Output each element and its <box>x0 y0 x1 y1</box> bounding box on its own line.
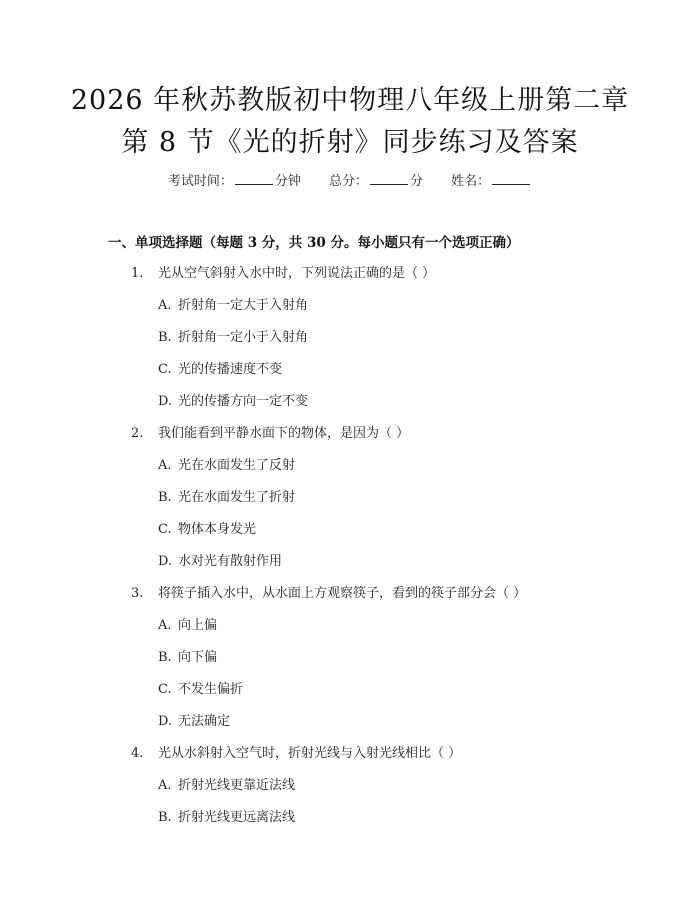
option-letter: A. <box>158 298 172 313</box>
exam-info-line <box>0 170 700 189</box>
question-3-option-a <box>158 614 217 633</box>
question-number: 1. <box>131 266 144 281</box>
exam-time-blank <box>235 172 273 185</box>
option-letter: A. <box>158 458 172 473</box>
option-letter: C. <box>158 682 172 697</box>
question-4-option-b <box>158 806 295 825</box>
student-name-blank <box>492 172 530 185</box>
question-3-option-b <box>158 646 217 665</box>
option-letter: A. <box>158 618 172 633</box>
question-2-option-a <box>158 454 295 473</box>
question-1-option-d <box>158 390 308 409</box>
question-2 <box>131 422 409 441</box>
exam-time-field <box>168 174 305 189</box>
exam-time-unit: 分钟 <box>274 174 301 189</box>
question-number: 2. <box>131 426 144 441</box>
option-text: 向上偏 <box>178 618 218 633</box>
option-text: 物体本身发光 <box>178 522 257 537</box>
option-text: 不发生偏折 <box>178 682 244 697</box>
option-letter: D. <box>158 714 173 729</box>
student-name-label: 姓名： <box>451 174 491 189</box>
question-3 <box>131 582 526 601</box>
question-4 <box>131 742 461 761</box>
question-4-option-a <box>158 774 295 793</box>
document-title-line-1: 2026 年秋苏教版初中物理八年级上册第二章 <box>70 85 630 116</box>
question-1-option-a <box>158 294 308 313</box>
question-number: 3. <box>131 586 144 601</box>
option-letter: C. <box>158 522 172 537</box>
question-1 <box>131 262 435 281</box>
option-letter: B. <box>158 330 172 345</box>
question-text: 我们能看到平静水面下的物体，是因为（ ） <box>158 426 410 441</box>
option-text: 折射光线更远离法线 <box>178 810 296 825</box>
total-score-unit: 分 <box>410 174 424 189</box>
question-text: 光从空气斜射入水中时，下列说法正确的是（ ） <box>158 266 436 281</box>
total-score-blank <box>370 172 408 185</box>
option-text: 折射光线更靠近法线 <box>178 778 296 793</box>
question-2-option-d <box>158 550 282 569</box>
question-3-option-c <box>158 678 243 697</box>
exam-time-label: 考试时间： <box>167 174 233 189</box>
option-text: 光的传播方向一定不变 <box>178 394 309 409</box>
option-text: 光在水面发生了折射 <box>178 490 296 505</box>
student-name-field <box>451 174 532 189</box>
question-1-option-b <box>158 326 308 345</box>
option-text: 水对光有散射作用 <box>178 554 283 569</box>
option-letter: D. <box>158 394 173 409</box>
question-2-option-b <box>158 486 295 505</box>
question-3-option-d <box>158 710 230 729</box>
document-title-line-2: 第 8 节《光的折射》同步练习及答案 <box>121 127 579 158</box>
option-text: 无法确定 <box>178 714 231 729</box>
question-text: 光从水斜射入空气时，折射光线与入射光线相比（ ） <box>158 746 462 761</box>
option-letter: B. <box>158 650 172 665</box>
option-text: 向下偏 <box>178 650 218 665</box>
option-text: 折射角一定小于入射角 <box>178 330 309 345</box>
question-2-option-c <box>158 518 256 537</box>
option-letter: A. <box>158 778 172 793</box>
total-score-label: 总分： <box>328 174 368 189</box>
option-text: 折射角一定大于入射角 <box>178 298 309 313</box>
question-1-option-c <box>158 358 282 377</box>
question-text: 将筷子插入水中，从水面上方观察筷子，看到的筷子部分会（ ） <box>158 586 527 601</box>
option-text: 光在水面发生了反射 <box>178 458 296 473</box>
section-heading-single-choice: 一、单项选择题（每题 3 分，共 30 分。每小题只有一个选项正确） <box>108 235 520 251</box>
option-letter: B. <box>158 810 172 825</box>
option-text: 光的传播速度不变 <box>178 362 283 377</box>
option-letter: B. <box>158 490 172 505</box>
option-letter: C. <box>158 362 172 377</box>
option-letter: D. <box>158 554 173 569</box>
question-number: 4. <box>131 746 144 761</box>
total-score-field <box>329 174 427 189</box>
